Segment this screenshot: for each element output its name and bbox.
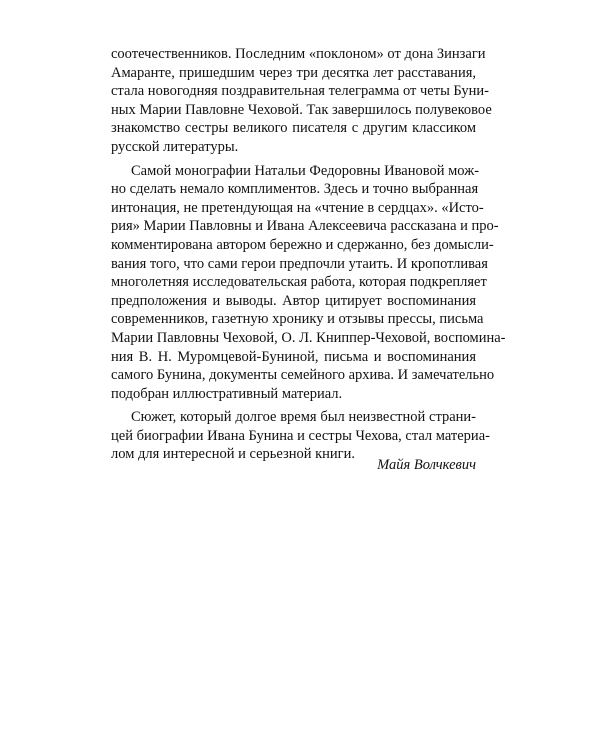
text-line: русской литературы. [111,138,239,155]
text-line: Сюжет, который долгое время был неизвестной страни- [131,409,476,426]
text-line: комментирована автором бережно и сдержанно, без домысли- [111,236,494,253]
text-line: интонация, не претендующая на «чтение в сердцах». «Исто- [111,199,484,216]
text-line: подобран иллюстративный материал. [111,385,343,402]
text-line: лом для интересной и серьезной книги. [111,446,356,463]
text-line: Амаранте, пришедшим через три десятка лет расставания, [111,64,476,81]
text-line: стала новогодняя поздравительная телеграмма от четы Буни- [111,83,489,100]
text-line: современников, газетную хронику и отзывы прессы, письма [111,311,484,328]
text-line: многолетняя исследовательская работа, которая подкрепляет [111,274,487,291]
text-line: цей биографии Ивана Бунина и сестры Чехова, стал материа- [111,427,490,444]
text-line: самого Бунина, документы семейного архива. И замечательно [111,367,495,384]
text-line: соотечественников. Последним «поклоном» от дона Зинзаги [111,46,486,62]
paragraph-2 [111,162,506,404]
text-line: ния В. Н. Муромцевой-Буниной, письма и воспоминания [111,348,476,365]
text-line: вания того, что сами герои предпочли утаить. И кропотливая [111,255,488,272]
text-line: Самой монографии Натальи Федоровны Ивановой мож- [131,162,480,179]
text-line: знакомство сестры великого писателя с другим классиком [111,120,476,137]
body-text [111,45,506,469]
text-line: Марии Павловны Чеховой, О. Л. Книппер-Чеховой, воспомина- [111,329,506,346]
paragraph-1 [111,45,492,157]
text-line: но сделать немало комплиментов. Здесь и точно выбранная [111,181,479,198]
text-line: ных Марии Павловне Чеховой. Так завершилось полувековое [111,101,492,118]
text-line: предположения и выводы. Автор цитирует воспоминания [111,292,476,309]
author-signature: Майя Волчкевич [377,457,476,473]
text-line: рия» Марии Павловны и Ивана Алексеевича рассказана и про- [111,218,499,235]
